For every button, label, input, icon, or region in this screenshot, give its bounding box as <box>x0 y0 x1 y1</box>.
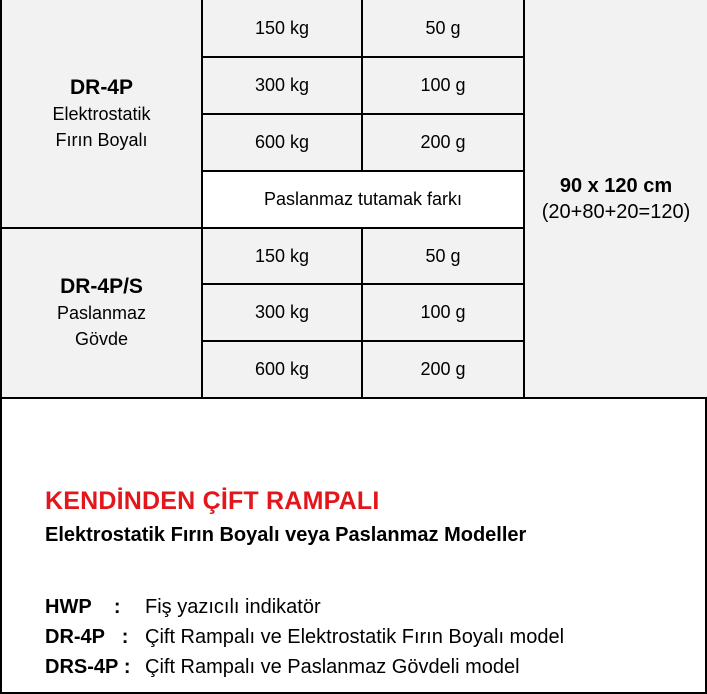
model-desc-line2: Gövde <box>74 329 129 349</box>
division-cell: 100 g <box>362 57 524 114</box>
legend-item <box>45 622 685 652</box>
dimension-value: 90 x 120 cm <box>559 174 673 197</box>
headline: KENDİNDEN ÇİFT RAMPALI <box>45 487 380 515</box>
legend-code: DR-4P : <box>45 626 129 648</box>
capacity-cell: 300 kg <box>202 57 362 114</box>
division-cell: 100 g <box>362 284 524 341</box>
division-cell: 50 g <box>362 228 524 284</box>
model-desc-line1: Elektrostatik <box>52 103 151 124</box>
model-code: DR-4P/S <box>60 275 143 298</box>
table-row <box>1 0 707 57</box>
model-cell-dr-4p <box>1 0 202 228</box>
division-cell: 200 g <box>362 114 524 171</box>
model-desc-line2: Fırın Boyalı <box>55 129 148 150</box>
legend-text: Çift Rampalı ve Elektrostatik Fırın Boyalı model <box>145 626 565 648</box>
note-cell: Paslanmaz tutamak farkı <box>202 171 524 228</box>
model-cell-dr-4p-s <box>1 228 202 398</box>
notes-section <box>45 486 685 682</box>
capacity-cell: 150 kg <box>202 228 362 284</box>
model-desc-line1: Paslanmaz <box>56 303 147 323</box>
capacity-cell: 300 kg <box>202 284 362 341</box>
legend <box>45 592 685 682</box>
capacity-cell: 600 kg <box>202 341 362 398</box>
legend-item <box>45 592 685 622</box>
capacity-cell: 150 kg <box>202 0 362 57</box>
model-code: DR-4P <box>69 75 133 99</box>
capacity-cell: 600 kg <box>202 114 362 171</box>
division-cell: 200 g <box>362 341 524 398</box>
legend-text: Çift Rampalı ve Paslanmaz Gövdeli model <box>145 656 520 678</box>
legend-item <box>45 652 685 682</box>
legend-code: DRS-4P : <box>45 656 131 678</box>
legend-text: Fiş yazıcılı indikatör <box>145 596 321 618</box>
subline: Elektrostatik Fırın Boyalı veya Paslanmaz Modeller <box>45 524 527 546</box>
dimension-detail: (20+80+20=120) <box>541 200 691 223</box>
dimension-cell <box>524 0 707 398</box>
legend-code: HWP : <box>45 596 121 618</box>
division-cell: 50 g <box>362 0 524 57</box>
